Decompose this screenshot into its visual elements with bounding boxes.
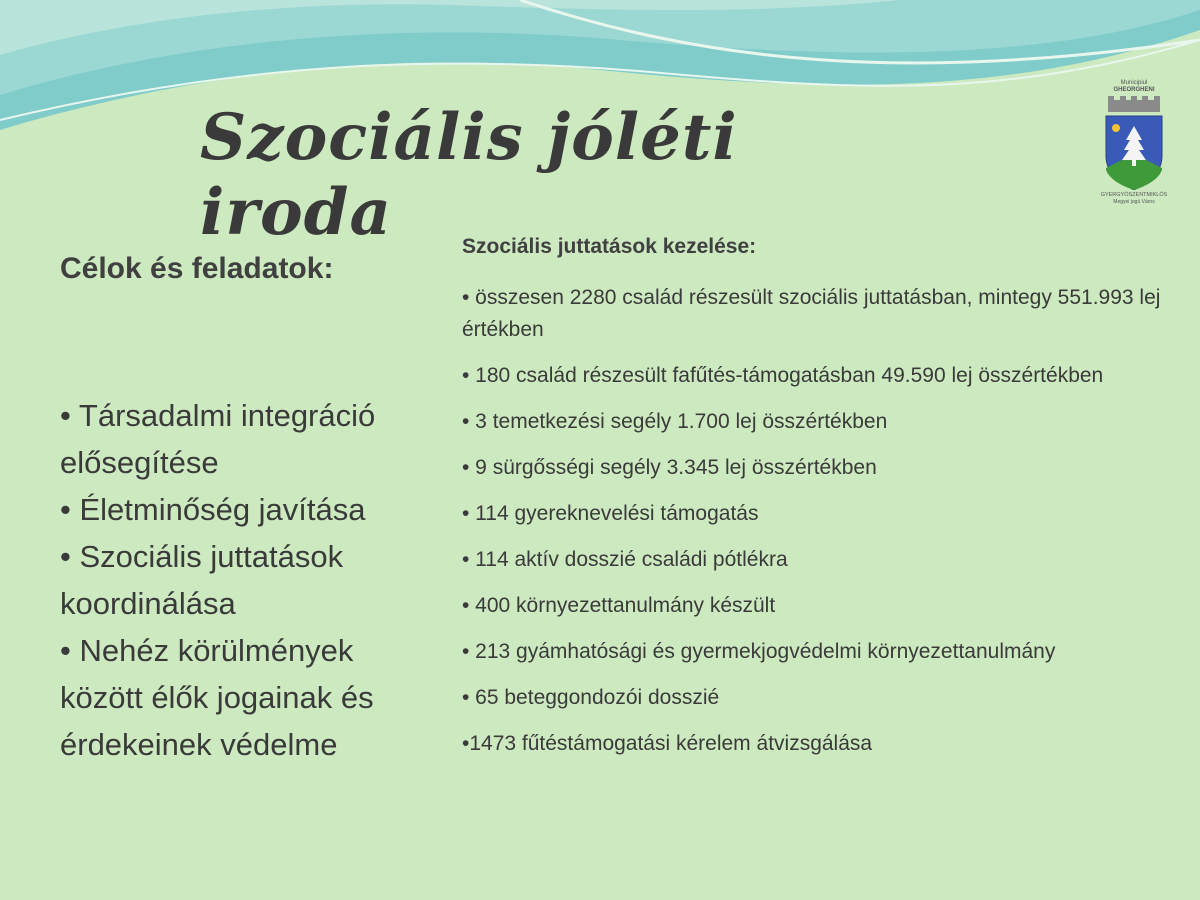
benefits-list [462,282,1162,774]
goals-list [60,392,440,768]
benefits-heading: Szociális juttatások kezelése: [462,235,757,258]
crest-bottom-name: GYERGYÓSZENTMIKLÓS [1100,192,1168,198]
benefits-list-item: • 114 aktív dosszié családi pótlékra [462,548,788,571]
benefits-list-item: •1473 fűtéstámogatási kérelem átvizsgálása [462,732,873,755]
benefits-list-item: • 3 temetkezési segély 1.700 lej összértékben [462,410,888,433]
benefits-list-item: • 65 beteggondozói dosszié [462,686,720,709]
slide-title: Szociális jóléti iroda [200,100,738,250]
goals-list-item: • Életminőség javítása [60,492,366,527]
coat-of-arms-icon [1102,96,1166,190]
goals-list-item: • Nehéz körülmények között élők jogainak és érdekeinek védelme [60,633,374,762]
benefits-list-item: • 400 környezettanulmány készült [462,594,776,617]
benefits-list-item: • 114 gyereknevelési támogatás [462,502,759,525]
goals-list-item: • Szociális juttatások koordinálása [60,539,344,621]
benefits-list-item: • 180 család részesült fafűtés-támogatásban 49.590 lej összértékben [462,364,1104,387]
crest-bottom-small-text: Megyei jogú Város [1113,199,1155,205]
crest-top-name: GHEORGHENI [1113,87,1155,93]
city-crest-logo [1092,78,1176,208]
goals-list-item: • Társadalmi integráció elősegítése [60,398,376,480]
crest-top-small-text: Municipiul [1120,80,1148,86]
benefits-list-item: • 213 gyámhatósági és gyermekjogvédelmi környezettanulmány [462,640,1056,663]
benefits-list-item: • 9 sürgősségi segély 3.345 lej összértékben [462,456,877,479]
goals-heading: Célok és feladatok: [60,252,334,285]
benefits-list-item: • összesen 2280 család részesült szociális juttatásban, mintegy 551.993 lej értékben [462,286,1161,341]
